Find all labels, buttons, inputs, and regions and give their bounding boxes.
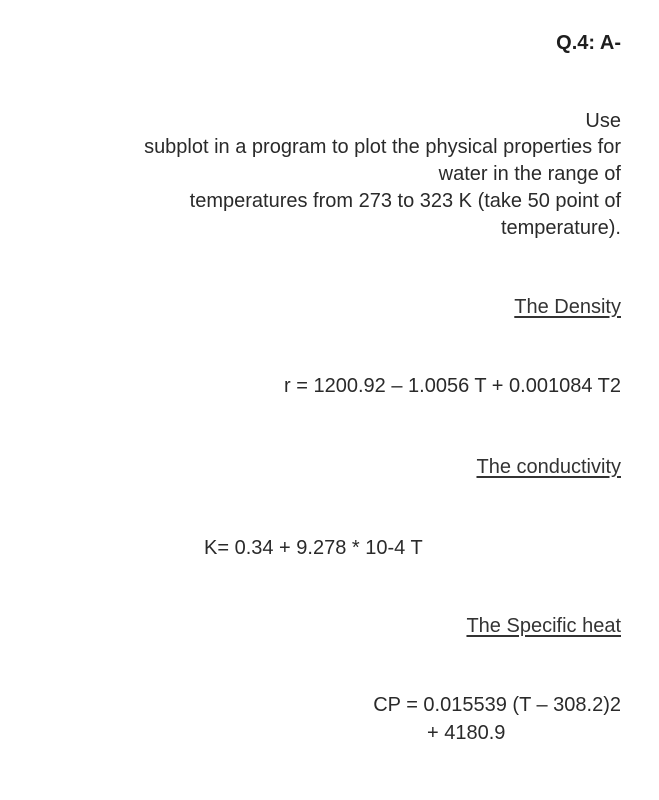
density-heading: The Density (514, 296, 621, 318)
intro-line-2: subplot in a program to plot the physical properties for (144, 136, 621, 158)
specific-heat-equation-line-2: + 4180.9 (427, 722, 506, 744)
intro-line-3: water in the range of (438, 163, 621, 185)
density-equation: r = 1200.92 – 1.0056 T + 0.001084 T2 (284, 375, 621, 397)
conductivity-heading: The conductivity (476, 456, 621, 478)
question-title: Q.4: A- (556, 32, 621, 54)
intro-line-4: temperatures from 273 to 323 K (take 50 point of (189, 190, 621, 212)
specific-heat-equation-line-1: CP = 0.015539 (T – 308.2)2 (373, 694, 621, 716)
conductivity-equation: K= 0.34 + 9.278 * 10-4 T (204, 537, 423, 559)
specific-heat-heading: The Specific heat (466, 615, 621, 637)
intro-line-5: temperature). (500, 217, 621, 239)
intro-line-1: Use (585, 110, 621, 132)
